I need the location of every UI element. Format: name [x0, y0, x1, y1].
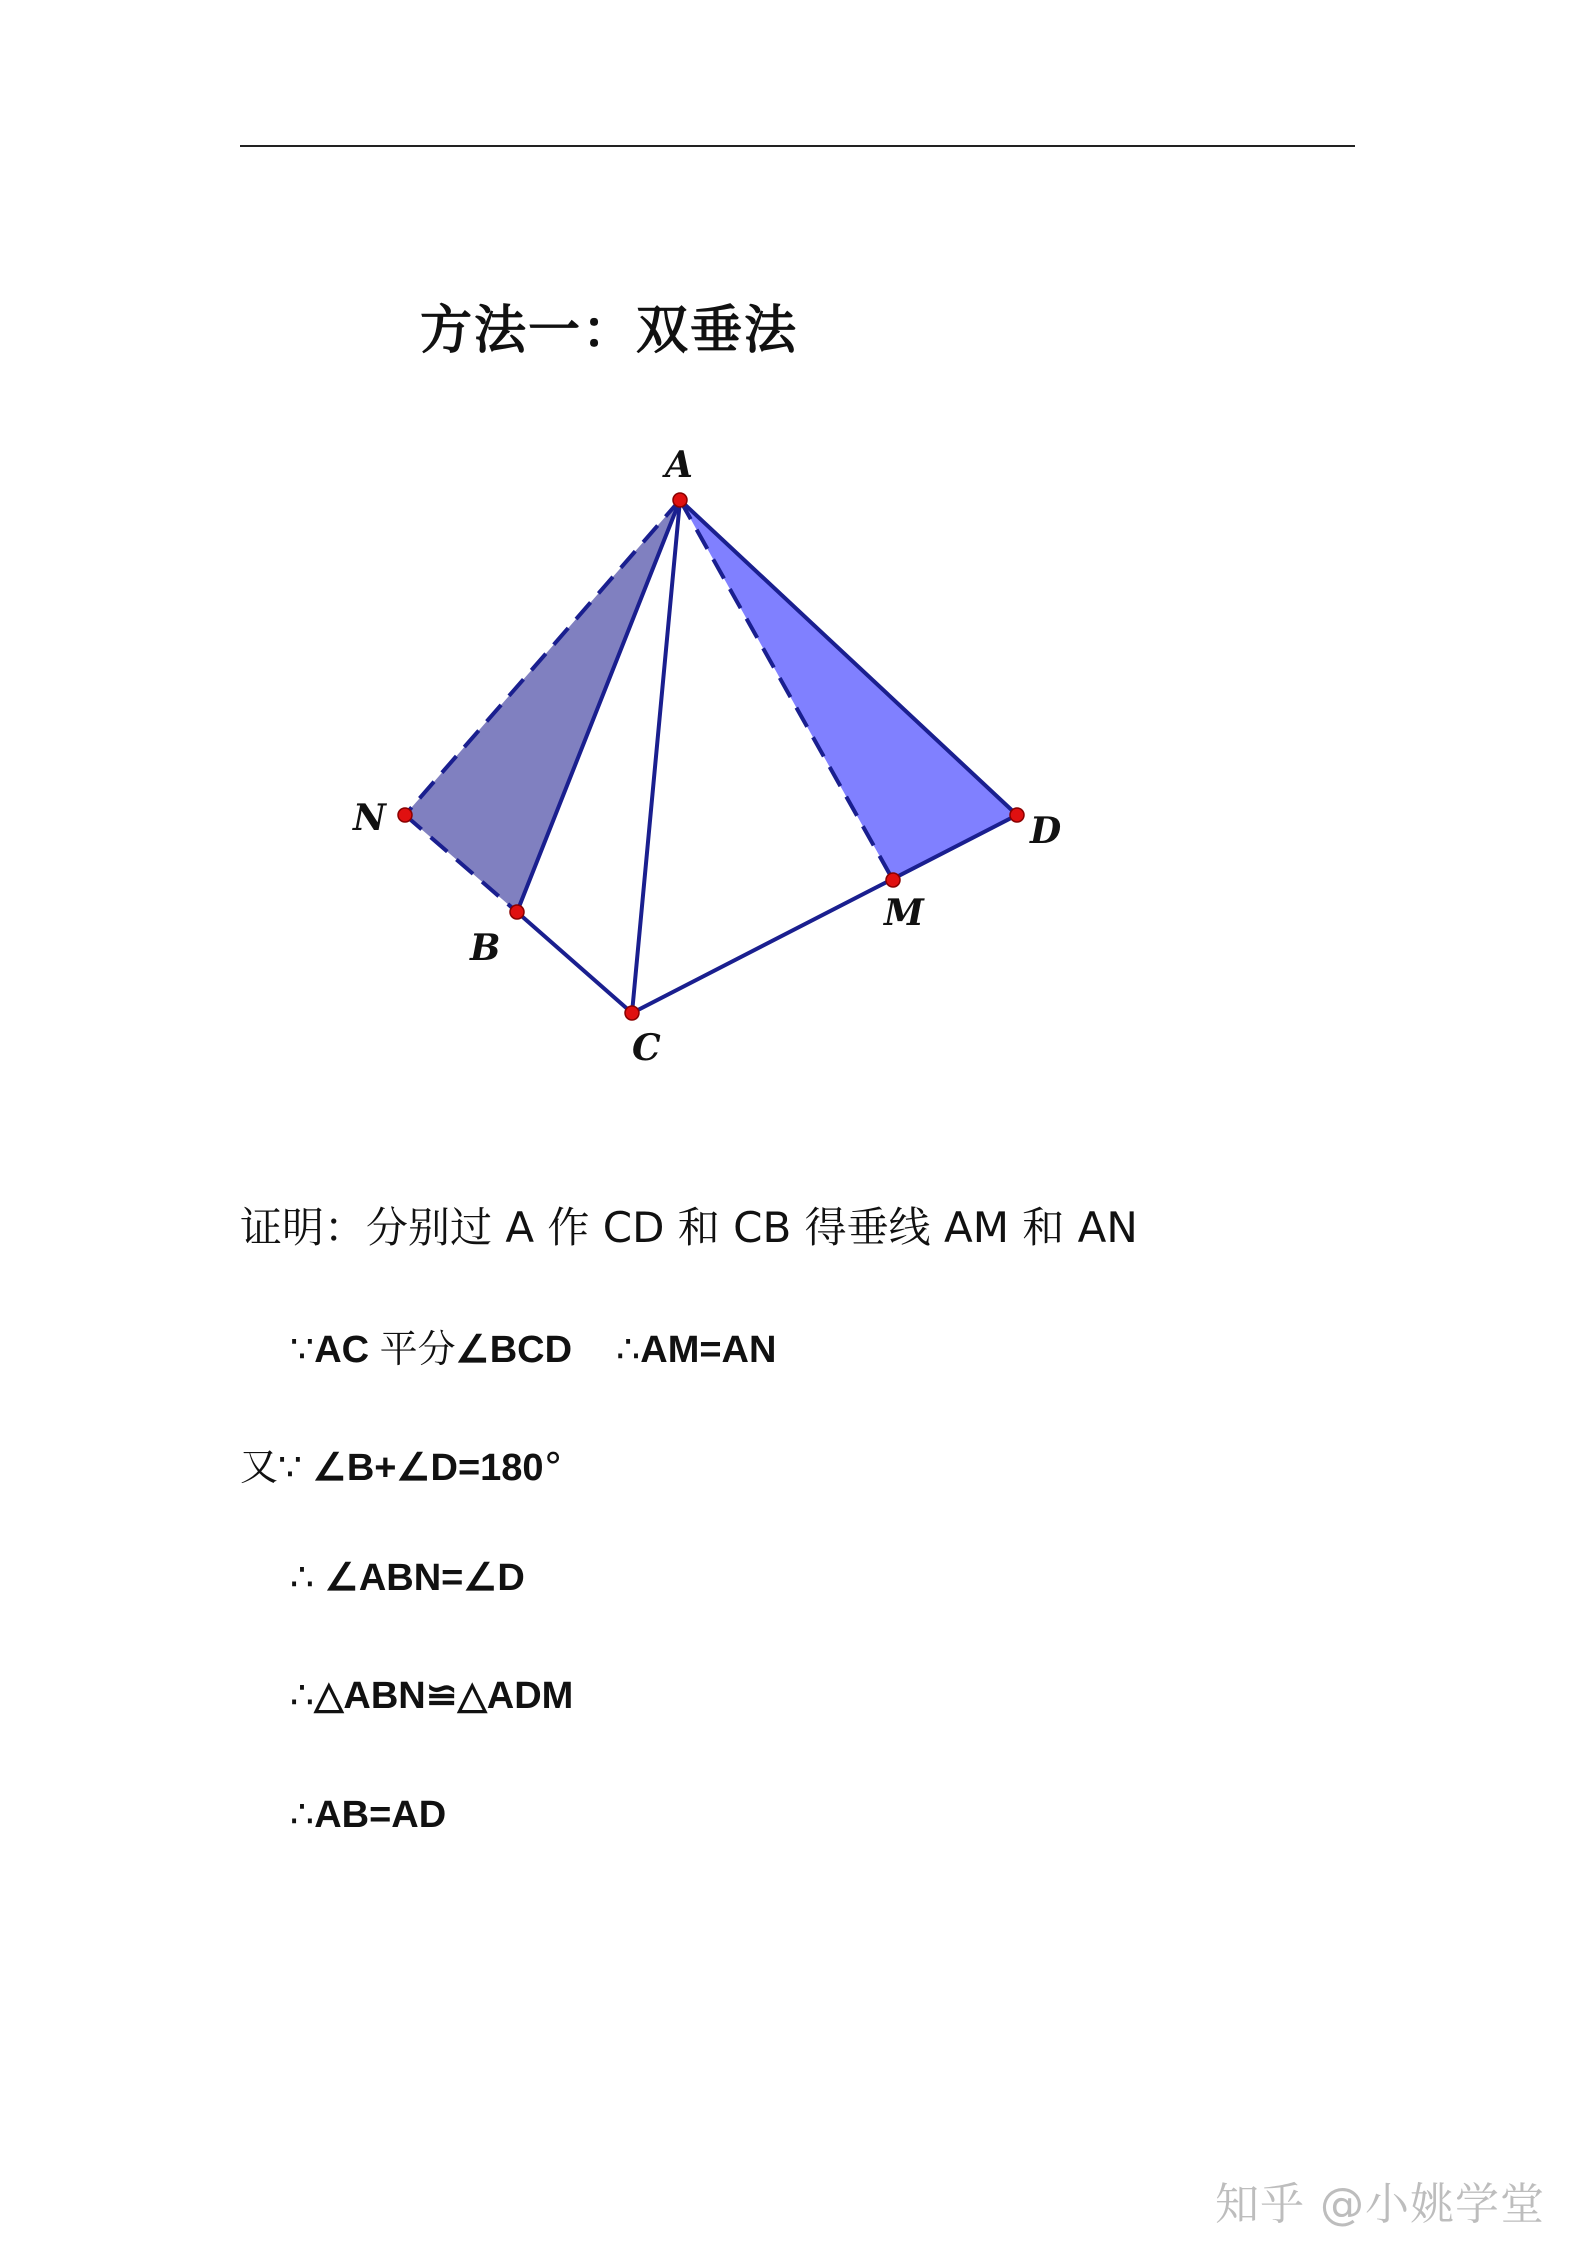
step2-statement: ∠B+∠D=180: [312, 1447, 544, 1489]
label-C: C: [632, 1027, 661, 1069]
step3-statement: ∠ABN=∠D: [324, 1557, 525, 1599]
premise-angle-bcd: ∠BCD: [455, 1329, 573, 1371]
conclusion-am-an: AM=AN: [640, 1329, 777, 1371]
proof-step-1: [290, 1318, 776, 1373]
label-B: B: [470, 927, 501, 969]
label-A: A: [665, 444, 693, 486]
watermark: 知乎 @小姚学堂: [1215, 2179, 1545, 2230]
proof-step-3: [290, 1555, 525, 1600]
proof-step-5: [290, 1792, 446, 1837]
proof-intro: 证明：分别过 A 作 CD 和 CB 得垂线 AM 和 AN: [240, 1203, 1138, 1252]
edge-CD: [632, 815, 1017, 1013]
therefore-symbol: ∴: [290, 1673, 315, 1717]
vertex-A: [673, 493, 687, 507]
therefore-symbol: ∴: [290, 1555, 315, 1599]
label-N: N: [353, 797, 386, 839]
therefore-symbol: ∴: [290, 1792, 315, 1836]
premise-ac: AC: [314, 1329, 370, 1371]
step4-statement: △ABN≌△ADM: [314, 1675, 574, 1717]
degree-symbol: °: [543, 1445, 563, 1489]
vertex-M: [886, 873, 900, 887]
because-symbol: ∵: [290, 1327, 315, 1371]
edge-BC: [517, 912, 632, 1013]
page-title: 方法一：双垂法: [420, 300, 799, 361]
vertex-B: [510, 905, 524, 919]
proof-step-4: [290, 1673, 573, 1718]
triangle-AMD-fill: [680, 500, 1017, 880]
label-M: M: [884, 892, 924, 934]
geometry-figure: [0, 0, 1587, 1120]
premise-bisects: 平分: [379, 1327, 456, 1371]
vertex-N: [398, 808, 412, 822]
proof-step-2: [240, 1436, 563, 1491]
label-D: D: [1030, 810, 1062, 852]
therefore-symbol: ∴: [616, 1327, 641, 1371]
step5-statement: AB=AD: [314, 1794, 447, 1836]
vertex-C: [625, 1006, 639, 1020]
step2-prefix: 又∵: [240, 1445, 303, 1489]
vertex-D: [1010, 808, 1024, 822]
